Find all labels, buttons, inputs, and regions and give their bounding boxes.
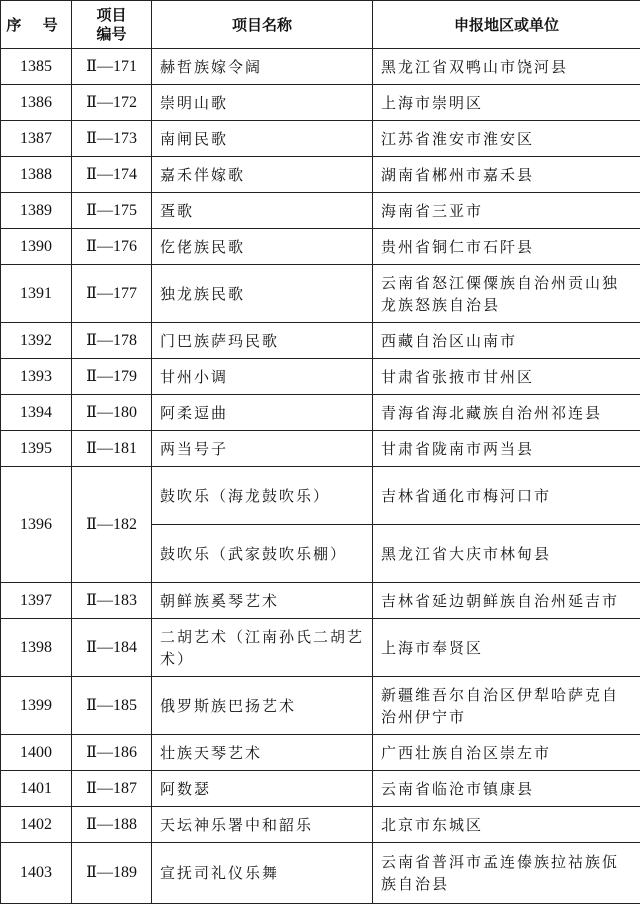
row-seq: 1386 (1, 85, 72, 121)
row-seq: 1390 (1, 229, 72, 265)
table-row (1, 583, 640, 619)
table-row (1, 677, 640, 735)
row-code: Ⅱ—184 (72, 619, 152, 677)
table-row (1, 807, 640, 843)
row-name: 嘉禾伴嫁歌 (152, 157, 373, 193)
row-seq: 1395 (1, 431, 72, 467)
table-row (1, 265, 640, 323)
row-seq: 1397 (1, 583, 72, 619)
header-code-line1: 项目 (72, 6, 151, 25)
table-row (1, 843, 640, 904)
table-row (1, 193, 640, 229)
row-code: Ⅱ—172 (72, 85, 152, 121)
row-region: 广西壮族自治区崇左市 (373, 735, 640, 771)
row-region: 吉林省延边朝鲜族自治州延吉市 (373, 583, 640, 619)
row-region: 西藏自治区山南市 (373, 323, 640, 359)
row-code: Ⅱ—188 (72, 807, 152, 843)
header-name: 项目名称 (152, 1, 373, 49)
table-row (1, 395, 640, 431)
row-region: 黑龙江省双鸭山市饶河县 (373, 49, 640, 85)
row-code: Ⅱ—187 (72, 771, 152, 807)
row-region: 北京市东城区 (373, 807, 640, 843)
row-seq: 1400 (1, 735, 72, 771)
table-row (1, 735, 640, 771)
header-row (1, 1, 640, 49)
table-row (1, 323, 640, 359)
row-name: 天坛神乐署中和韶乐 (152, 807, 373, 843)
table-row (1, 359, 640, 395)
row-seq: 1403 (1, 843, 72, 904)
row-name: 壮族天琴艺术 (152, 735, 373, 771)
row-region: 湖南省郴州市嘉禾县 (373, 157, 640, 193)
header-code-line2: 编号 (72, 25, 151, 44)
row-region: 黑龙江省大庆市林甸县 (373, 525, 640, 583)
row-code: Ⅱ—186 (72, 735, 152, 771)
row-region: 云南省怒江傈僳族自治州贡山独龙族怒族自治县 (373, 265, 640, 323)
row-seq: 1401 (1, 771, 72, 807)
row-code: Ⅱ—180 (72, 395, 152, 431)
table-row (1, 85, 640, 121)
row-region: 吉林省通化市梅河口市 (373, 467, 640, 525)
row-code: Ⅱ—182 (72, 467, 152, 583)
row-seq: 1396 (1, 467, 72, 583)
row-region: 新疆维吾尔自治区伊犁哈萨克自治州伊宁市 (373, 677, 640, 735)
row-code: Ⅱ—176 (72, 229, 152, 265)
row-name: 南闸民歌 (152, 121, 373, 157)
row-region: 江苏省淮安市淮安区 (373, 121, 640, 157)
table-row (1, 619, 640, 677)
row-region: 上海市奉贤区 (373, 619, 640, 677)
header-code (72, 1, 152, 49)
row-code: Ⅱ—171 (72, 49, 152, 85)
row-name: 崇明山歌 (152, 85, 373, 121)
row-seq: 1392 (1, 323, 72, 359)
row-region: 甘肃省张掖市甘州区 (373, 359, 640, 395)
row-seq: 1388 (1, 157, 72, 193)
row-name: 阿数瑟 (152, 771, 373, 807)
row-name: 疍歌 (152, 193, 373, 229)
row-seq: 1394 (1, 395, 72, 431)
row-code: Ⅱ—174 (72, 157, 152, 193)
row-code: Ⅱ—181 (72, 431, 152, 467)
row-name: 两当号子 (152, 431, 373, 467)
row-name: 俄罗斯族巴扬艺术 (152, 677, 373, 735)
row-name: 鼓吹乐（海龙鼓吹乐） (152, 467, 373, 525)
row-code: Ⅱ—189 (72, 843, 152, 904)
row-region: 青海省海北藏族自治州祁连县 (373, 395, 640, 431)
row-code: Ⅱ—177 (72, 265, 152, 323)
row-name: 仡佬族民歌 (152, 229, 373, 265)
table-row (1, 467, 640, 525)
row-code: Ⅱ—173 (72, 121, 152, 157)
row-region: 云南省普洱市孟连傣族拉祜族佤族自治县 (373, 843, 640, 904)
row-name: 二胡艺术（江南孙氏二胡艺术） (152, 619, 373, 677)
row-seq: 1398 (1, 619, 72, 677)
row-region: 海南省三亚市 (373, 193, 640, 229)
row-name: 朝鲜族奚琴艺术 (152, 583, 373, 619)
row-name: 鼓吹乐（武家鼓吹乐棚） (152, 525, 373, 583)
row-code: Ⅱ—183 (72, 583, 152, 619)
row-code: Ⅱ—178 (72, 323, 152, 359)
header-region: 申报地区或单位 (373, 1, 640, 49)
table-row (1, 49, 640, 85)
row-region: 甘肃省陇南市两当县 (373, 431, 640, 467)
row-region: 云南省临沧市镇康县 (373, 771, 640, 807)
table-row (1, 121, 640, 157)
row-seq: 1393 (1, 359, 72, 395)
row-seq: 1387 (1, 121, 72, 157)
header-seq: 序 号 (1, 1, 72, 49)
row-region: 上海市崇明区 (373, 85, 640, 121)
table-row (1, 229, 640, 265)
row-code: Ⅱ—185 (72, 677, 152, 735)
row-region: 贵州省铜仁市石阡县 (373, 229, 640, 265)
row-name: 赫哲族嫁令阔 (152, 49, 373, 85)
row-name: 独龙族民歌 (152, 265, 373, 323)
row-code: Ⅱ—175 (72, 193, 152, 229)
row-seq: 1389 (1, 193, 72, 229)
row-seq: 1402 (1, 807, 72, 843)
row-seq: 1399 (1, 677, 72, 735)
row-name: 甘州小调 (152, 359, 373, 395)
row-name: 阿柔逗曲 (152, 395, 373, 431)
row-name: 宣抚司礼仪乐舞 (152, 843, 373, 904)
table-row (1, 431, 640, 467)
table-row (1, 157, 640, 193)
row-seq: 1391 (1, 265, 72, 323)
table-row (1, 771, 640, 807)
row-code: Ⅱ—179 (72, 359, 152, 395)
row-name: 门巴族萨玛民歌 (152, 323, 373, 359)
row-seq: 1385 (1, 49, 72, 85)
